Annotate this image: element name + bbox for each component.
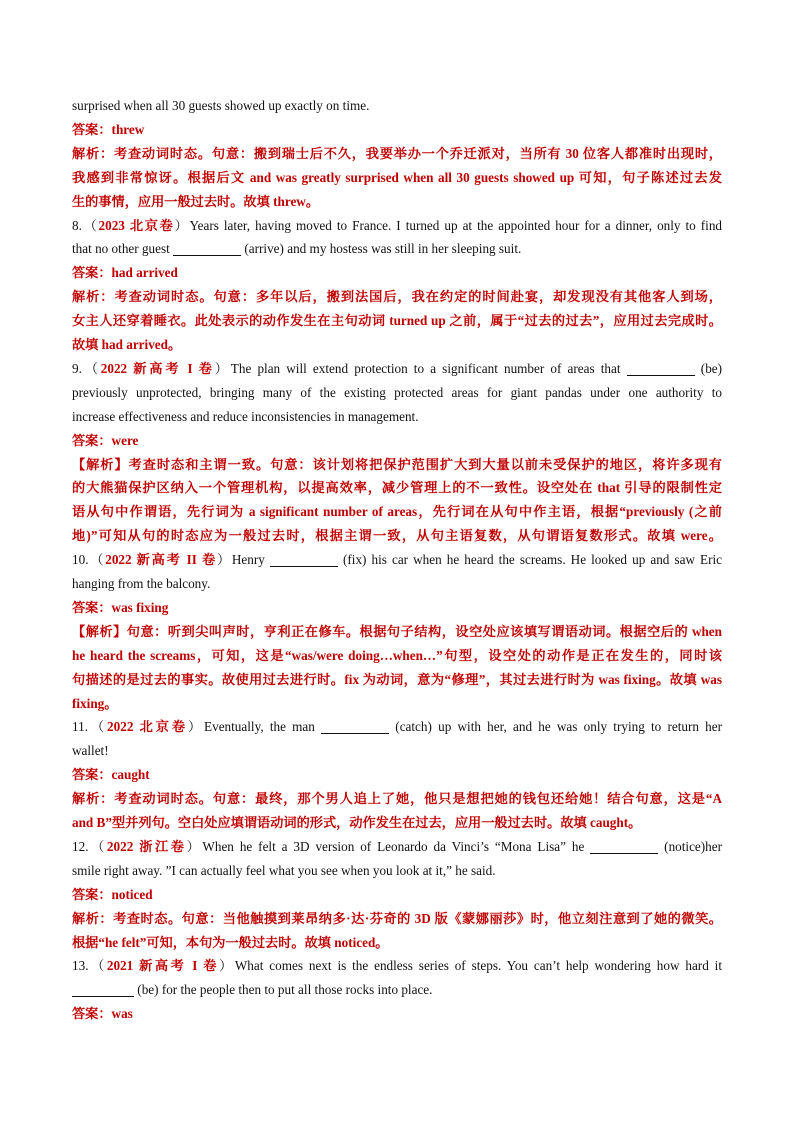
answer-blank bbox=[321, 719, 389, 734]
question-number: 12.（ bbox=[72, 838, 107, 854]
document-line bbox=[72, 694, 722, 714]
line-text: surprised when all 30 guests showed up exactly on time. bbox=[72, 98, 370, 113]
document-line bbox=[72, 144, 722, 164]
question-source: 2022 新高考 II 卷 bbox=[105, 552, 217, 568]
line-text: 答案：threw bbox=[72, 121, 145, 137]
question-number: 8.（ bbox=[72, 217, 99, 233]
line-text: 答案：noticed bbox=[72, 886, 153, 902]
document-line bbox=[72, 765, 722, 785]
line-text: 句描述的是过去的事实。故使用过去进行时。fix 为动词，意为“修理”，其过去进行时为 was fixing。故填 was bbox=[72, 671, 722, 687]
question-source: 2022 浙江卷 bbox=[106, 838, 187, 854]
document-line bbox=[72, 335, 722, 355]
line-text: ）Years later, having moved to France. I turned up at the appointed hour for a dinner, only to find bbox=[174, 217, 722, 233]
line-text: 的大熊猫保护区纳入一个管理机构，以提高效率，减少管理上的不一致性。设空处在 that 引导的限制性定 bbox=[72, 480, 722, 496]
line-text: ）The plan will extend protection to a significant number of areas that bbox=[214, 360, 621, 376]
line-text: 生的事情，应用一般过去时。故填 threw。 bbox=[72, 193, 320, 209]
line-text: 【解析】考查时态和主谓一致。句意：该计划将把保护范围扩大到大量以前未受保护的地区，将许多现有 bbox=[72, 456, 722, 472]
line-text: hanging from the balcony. bbox=[72, 576, 211, 591]
line-text: 【解析】句意：听到尖叫声时，亨利正在修车。根据句子结构，设空处应该填写谓语动词。根据空后的 when bbox=[72, 623, 722, 639]
line-text: 解析：考查动词时态。句意：搬到瑞士后不久，我要举办一个乔迁派对，当所有 30 位客人都准时出现时， bbox=[72, 145, 722, 161]
document-line bbox=[72, 622, 722, 642]
document-line bbox=[72, 550, 722, 570]
question-source: 2023 北京卷 bbox=[98, 217, 175, 233]
document-line bbox=[72, 717, 722, 737]
document-line bbox=[72, 885, 722, 905]
question-number: 10.（ bbox=[72, 552, 106, 568]
line-text: ）Eventually, the man bbox=[187, 719, 315, 735]
document-line bbox=[72, 263, 722, 283]
document-line bbox=[72, 933, 722, 953]
document-line bbox=[72, 598, 722, 618]
document-line bbox=[72, 431, 722, 451]
line-text: 根据“he felt”可知，本句为一般过去时。故填 noticed。 bbox=[72, 934, 389, 950]
document-line bbox=[72, 455, 722, 475]
document-line bbox=[72, 670, 722, 690]
document-line bbox=[72, 813, 722, 833]
document-line bbox=[72, 478, 722, 498]
line-text: that no other guest bbox=[72, 241, 170, 257]
document-line bbox=[72, 383, 722, 403]
document-line bbox=[72, 168, 722, 188]
question-number: 13.（ bbox=[72, 958, 107, 974]
document-line bbox=[72, 502, 722, 522]
document-line bbox=[72, 96, 722, 116]
document-line bbox=[72, 741, 722, 761]
question-number: 11.（ bbox=[72, 719, 108, 735]
document-line bbox=[72, 574, 722, 594]
line-text: 我感到非常惊讶。根据后文 and was greatly surprised when all 30 guests showed up 可知，句子陈述过去发 bbox=[72, 169, 722, 185]
line-text: 解析：考查时态。句意：当他触摸到莱昂纳多·达·芬奇的 3D 版《蒙娜丽莎》时，他立刻注意到了她的微笑。 bbox=[72, 910, 722, 926]
document-line bbox=[72, 216, 722, 236]
document-line bbox=[72, 1004, 722, 1024]
line-text: increase effectiveness and reduce inconsistencies in management. bbox=[72, 408, 419, 424]
question-source: 2022 北京卷 bbox=[107, 719, 188, 735]
answer-blank bbox=[173, 241, 241, 256]
line-text: he heard the screams，可知，这是“was/were doing…when…”句型，设空处的动作是正在发生的，同时该 bbox=[72, 647, 722, 663]
answer-blank bbox=[590, 839, 658, 854]
line-text: fixing。 bbox=[72, 695, 118, 711]
document-line bbox=[72, 646, 722, 666]
line-text: and B”型并列句。空白处应填谓语动词的形式，动作发生在过去，应用一般过去时。故填 caught。 bbox=[72, 815, 642, 830]
line-text: wallet! bbox=[72, 743, 109, 759]
document-line bbox=[72, 311, 722, 331]
document-line bbox=[72, 359, 722, 379]
answer-blank bbox=[627, 361, 695, 376]
line-text: ）What comes next is the endless series of steps. You can’t help wondering how hard it bbox=[219, 958, 722, 974]
question-source: 2022 新高考 I 卷 bbox=[100, 360, 215, 376]
line-text: ）Henry bbox=[216, 552, 265, 568]
line-text: 答案：was fixing bbox=[72, 599, 169, 615]
line-text: 答案：were bbox=[72, 432, 139, 448]
line-text: 地)”可知从句的时态应为一般过去时，根据主谓一致，从句主语复数，从句谓语复数形式。故填 were。 bbox=[72, 528, 722, 544]
document-line bbox=[72, 407, 722, 427]
line-text: 答案：was bbox=[72, 1006, 133, 1022]
line-text: 语从句中作谓语，先行词为 a significant number of areas，先行词在从句中作主语，根据“previously (之前 bbox=[72, 504, 722, 520]
answer-blank bbox=[270, 552, 338, 567]
document-line bbox=[72, 837, 722, 857]
line-text: 解析：考查动词时态。句意：多年以后，搬到法国后，我在约定的时间赴宴，却发现没有其他客人到场， bbox=[72, 289, 722, 305]
document-line bbox=[72, 526, 722, 546]
document-line bbox=[72, 956, 722, 976]
line-text-continued: (notice)her bbox=[664, 838, 722, 854]
line-text: smile right away. ”I can actually feel what you see when you look at it,” he said. bbox=[72, 862, 496, 878]
line-text-continued: (be) for the people then to put all those rocks into place. bbox=[137, 982, 433, 998]
line-text: ）When he felt a 3D version of Leonardo da Vinci’s “Mona Lisa” he bbox=[186, 838, 585, 854]
document-line bbox=[72, 861, 722, 881]
document-line bbox=[72, 239, 722, 259]
line-text: 故填 had arrived。 bbox=[72, 337, 182, 352]
line-text-continued: (catch) up with her, and he was only trying to return her bbox=[395, 719, 722, 735]
document-line bbox=[72, 789, 722, 809]
question-number: 9.（ bbox=[72, 360, 101, 376]
line-text: 答案：had arrived bbox=[72, 265, 178, 281]
line-text-continued: (arrive) and my hostess was still in her sleeping suit. bbox=[244, 241, 522, 257]
line-text-continued: (fix) his car when he heard the screams. He looked up and saw Eric bbox=[343, 552, 722, 568]
line-text: 答案：caught bbox=[72, 767, 150, 783]
document-line bbox=[72, 909, 722, 929]
line-text: 解析：考查动词时态。句意：最终，那个男人追上了她，他只是想把她的钱包还给她！结合句意，这是“A bbox=[72, 791, 722, 807]
document-line bbox=[72, 120, 722, 140]
line-text: previously unprotected, bringing many of the existing protected areas for giant pandas under one authority to bbox=[72, 384, 722, 400]
question-source: 2021 新高考 I 卷 bbox=[106, 958, 220, 974]
answer-blank bbox=[72, 982, 134, 997]
line-text: 女主人还穿着睡衣。此处表示的动作发生在主句动词 turned up 之前，属于“过去的过去”，应用过去完成时。 bbox=[72, 313, 722, 329]
line-text-continued: (be) bbox=[700, 360, 722, 376]
document-line bbox=[72, 287, 722, 307]
document-line bbox=[72, 192, 722, 212]
document-line bbox=[72, 980, 722, 1000]
